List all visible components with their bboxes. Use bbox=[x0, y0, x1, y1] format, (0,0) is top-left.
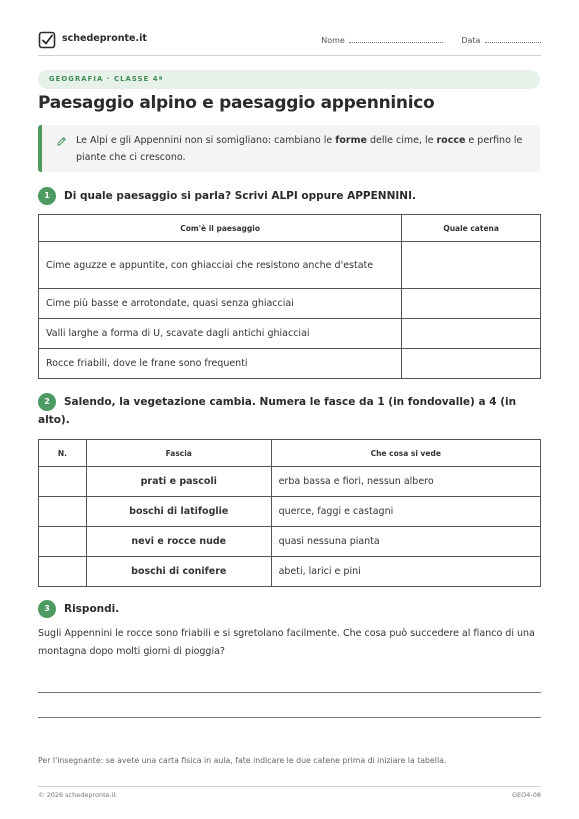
description-cell: quasi nessuna pianta bbox=[271, 527, 540, 557]
column-header: N. bbox=[39, 440, 87, 467]
date-label: Data bbox=[461, 35, 481, 45]
question-1-table bbox=[38, 214, 541, 379]
description-cell: Cime più basse e arrotondate, quasi senza ghiacciai bbox=[39, 289, 402, 319]
question-3-prompt: Sugli Appennini le rocce sono friabili e si sgretolano facilmente. Che cosa può succedere al fianco di una montagna dopo molti giorni di pioggia? bbox=[38, 628, 535, 657]
table-row bbox=[39, 467, 541, 497]
question-3-text: Rispondi. bbox=[64, 603, 120, 615]
intro-bold-rocce: rocce bbox=[436, 135, 466, 146]
fascia-cell: boschi di conifere bbox=[86, 557, 271, 587]
answer-line[interactable] bbox=[38, 692, 541, 693]
table-row bbox=[39, 557, 541, 587]
answer-cell[interactable] bbox=[402, 319, 541, 349]
name-label: Nome bbox=[321, 35, 345, 45]
page-header bbox=[38, 28, 541, 56]
page-footer bbox=[38, 786, 541, 799]
question-1-number: 1 bbox=[38, 187, 56, 205]
description-cell: Rocce friabili, dove le frane sono frequenti bbox=[39, 349, 402, 379]
intro-text-2: delle cime, le bbox=[366, 135, 437, 146]
pencil-icon bbox=[56, 136, 67, 147]
column-header: Com'è il paesaggio bbox=[39, 215, 402, 242]
description-cell: Cime aguzze e appuntite, con ghiacciai che resistono anche d'estate bbox=[39, 242, 402, 289]
copyright: © 2026 schedepronte.it bbox=[38, 791, 117, 799]
column-header: Quale catena bbox=[402, 215, 541, 242]
intro-text-1: Le Alpi e gli Appennini non si somigliano: cambiano le bbox=[76, 135, 336, 146]
question-2-number: 2 bbox=[38, 393, 56, 411]
number-cell[interactable] bbox=[39, 467, 87, 497]
fascia-cell: boschi di latifoglie bbox=[86, 497, 271, 527]
fascia-cell: prati e pascoli bbox=[86, 467, 271, 497]
checkbox-logo-icon bbox=[38, 31, 56, 49]
answer-cell[interactable] bbox=[402, 349, 541, 379]
teacher-note: Per l'insegnante: se avete una carta fisica in aula, fate indicare le due catene prima di iniziare la tabella. bbox=[38, 756, 447, 765]
number-cell[interactable] bbox=[39, 527, 87, 557]
table-row bbox=[39, 497, 541, 527]
site-name: schedepronte.it bbox=[62, 33, 147, 44]
answer-cell[interactable] bbox=[402, 242, 541, 289]
answer-line[interactable] bbox=[38, 717, 541, 718]
column-header: Fascia bbox=[86, 440, 271, 467]
table-header-row bbox=[39, 215, 541, 242]
table-header-row bbox=[39, 440, 541, 467]
description-cell: querce, faggi e castagni bbox=[271, 497, 540, 527]
question-2-text: Salendo, la vegetazione cambia. Numera le fasce da 1 (in fondovalle) a 4 (in alto). bbox=[38, 396, 517, 426]
question-3-number: 3 bbox=[38, 600, 56, 618]
table-row bbox=[39, 242, 541, 289]
intro-text-3: e perfino le piante che ci crescono. bbox=[76, 135, 523, 163]
student-fields bbox=[321, 35, 541, 45]
page-title: Paesaggio alpino e paesaggio appenninico bbox=[38, 93, 435, 113]
intro-bold-forme: forme bbox=[335, 135, 367, 146]
question-2-table bbox=[38, 439, 541, 587]
worksheet-code: GEO4-08 bbox=[511, 791, 541, 799]
description-cell: abeti, larici e pini bbox=[271, 557, 540, 587]
number-cell[interactable] bbox=[39, 497, 87, 527]
question-1-title bbox=[38, 187, 541, 205]
number-cell[interactable] bbox=[39, 557, 87, 587]
answer-cell[interactable] bbox=[402, 289, 541, 319]
description-cell: erba bassa e fiori, nessun albero bbox=[271, 467, 540, 497]
question-3-title bbox=[38, 600, 119, 618]
table-row bbox=[39, 349, 541, 379]
question-1-text: Di quale paesaggio si parla? Scrivi ALPI oppure APPENNINI. bbox=[64, 190, 416, 202]
description-cell: Valli larghe a forma di U, scavate dagli antichi ghiacciai bbox=[39, 319, 402, 349]
table-row bbox=[39, 289, 541, 319]
table-row bbox=[39, 527, 541, 557]
question-2-title bbox=[38, 393, 541, 429]
column-header: Che cosa si vede bbox=[271, 440, 540, 467]
subject-badge: GEOGRAFIA · CLASSE 4ª bbox=[38, 70, 540, 89]
table-row bbox=[39, 319, 541, 349]
intro-box bbox=[38, 125, 540, 172]
fascia-cell: nevi e rocce nude bbox=[86, 527, 271, 557]
name-field[interactable] bbox=[321, 35, 443, 45]
date-field[interactable] bbox=[461, 35, 541, 45]
